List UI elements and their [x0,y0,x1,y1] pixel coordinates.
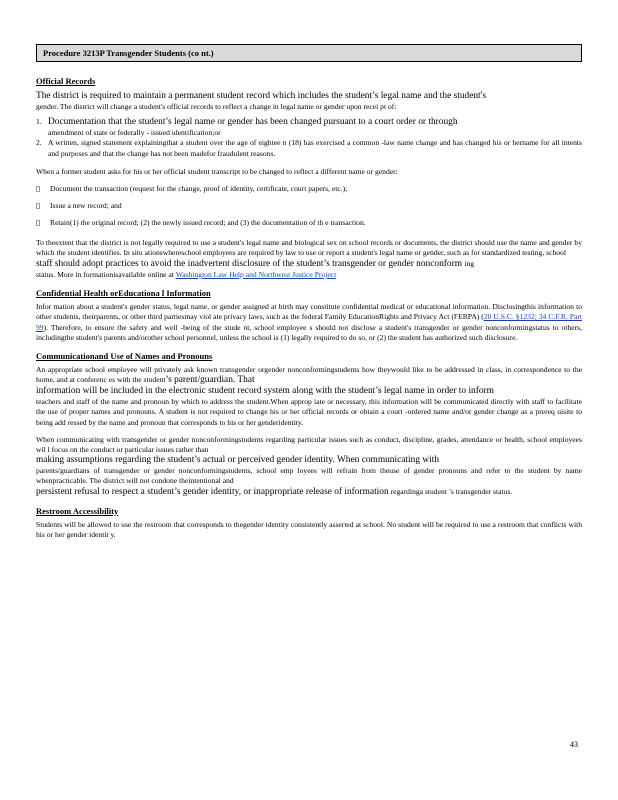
bullet-icon: ▯ [36,218,41,228]
list-number: 2. [36,138,42,148]
list-text-cont: amendment of state or federally - issued identification;or [48,128,221,138]
section-title-names: Communicationand Use of Names and Pronouns [36,351,213,362]
restroom-paragraph: Students will be allowed to use the restroom that corresponds to thegender identity consistently asserted at school. No student will be required to use a restroom that conflicts with his or her gender identit y. [36,519,582,539]
list-number: 1. [36,117,42,127]
names-paragraph-emphasis: information will be included in the electronic student record system along with the student’s legal name in order to inform [36,386,494,397]
communicating-paragraph: When communicating with transgender or gender nonconformingstudents regarding particular issues such as conduct, discipline, grades, attendance or health, school employees wil l focus on the conduct or particular issues rather than [36,434,582,455]
communicating-paragraph-cont: parents/guardians of transgender or gender nonconformingstudents, school emp loyees will refrain from theuse of gender pronouns and refer to the student by name whenpracticable. The district will not condone theintentional and [36,466,582,486]
list-item [36,138,582,158]
legal-name-paragraph: To theextent that the district is not legally required to use a student's legal name and biological sex on school records or documents, the district should use the name and gender by which the student identifies. In situ ationswhereschool employees are required by law to use or report a student's legal name or gender, such as for standardized testing, school [36,237,582,257]
communicating-emphasis: making assumptions regarding the student’s actual or perceived gender identity. When communicating with [36,455,440,466]
refusal-line: persistent refusal to respect a student’s gender identity, or inappropriate release of information regardinga student ’s transgender status. [36,486,513,497]
page-number: 43 [570,740,578,749]
names-paragraph-cont: teachers and staff of the name and pronoun by which to address the student.When approp iate or necessary, this information will be communicated directly with staff to facilitate the use of proper names and pronouns. A student is not required to change his or her official records or obtain a court -ordered name and/or gender change as a prereq uisite to being add ressed by the name and pronoun that corresponds to his or her genderidentity. [36,397,582,427]
legal-citation-link[interactable]: 20 U.S.C. §1232; 34 C.F.R. Part 99 [36,312,582,332]
bullet-text: Document the transaction (request for the change, proof of identity, certificate, court papers, etc.); [50,184,348,194]
document-page [36,44,582,540]
section-title-confidential: Confidential Health orEducationa l Information [36,288,211,299]
bullet-text: Retain(1) the original record; (2) the newly issued record; and (3) the documentation of th e transaction. [50,218,366,228]
bullet-text: Issue a new record; and [50,201,122,211]
former-student-text: When a former student asks for his or her official student transcript to be changed to reflect a different name or gender: [36,166,398,176]
names-paragraph: An appropriate school employee will privately ask known transgender orgender nonconformingstudents how theywould like to be addressed in class, in correspondence to the home, and at conferenc es with the student’s parent/guardian. That [36,365,582,386]
bullet-icon: ▯ [36,201,41,211]
more-info-line: status. More in formationisavailable online at Washington Law Help and Northwest Justice Project [36,270,337,280]
official-records-intro-cont: gender. The district will change a student's official records to reflect a change in legal name or gender upon recei pt of: [36,102,397,111]
bullet-item [36,201,582,211]
external-link[interactable]: Washington Law Help and Northwest Justice Project [175,270,337,280]
official-records-intro: The district is required to maintain a permanent student record which includes the student’s legal name and the student's [36,91,486,101]
list-text: Documentation that the student’s legal name or gender has been changed pursuant to a court order or through [48,117,458,128]
bullet-item [36,218,582,228]
section-title-official-records: Official Records [36,76,96,86]
bullet-item [36,184,582,194]
confidential-paragraph: Infor mation about a student's gender status, legal name, or gender assigned at birth may constitute confidential medical or educational information. Disclosingthis information to other students, theirparents, or other third partiesmay viol ate privacy laws, such as the federal Family EducationRights and Privacy Act (FERPA) (20 U.S.C. §1232; 34 C.F.R. Part 99). Therefore, to ensure the safety and well -being of the stude nt, school employee s should not disclose a student's transgender or gender nonconformingstatus to others, includingthe student's parents and/orother school personnel, unless the school is (1) legally required to do so, or (2) the student has authorized such disclosure. [36,302,582,342]
list-text: A written, signed statement explainingthat a student over the age of eightee n (18) has exercised a common -law name change and has changed his or hername for all intents and purposes and that the change has not been madefor fraudulent reasons. [48,138,582,158]
section-title-restroom: Restroom Accessibility [36,505,119,516]
bullet-icon: ▯ [36,184,41,194]
procedure-header: Procedure 3213P Transgender Students (co nt.) [36,44,582,62]
list-item [36,117,582,138]
legal-name-paragraph-emphasis: staff should adopt practices to avoid the inadvertent disclosure of the student’s transgender or gender nonconform ing [36,259,475,270]
